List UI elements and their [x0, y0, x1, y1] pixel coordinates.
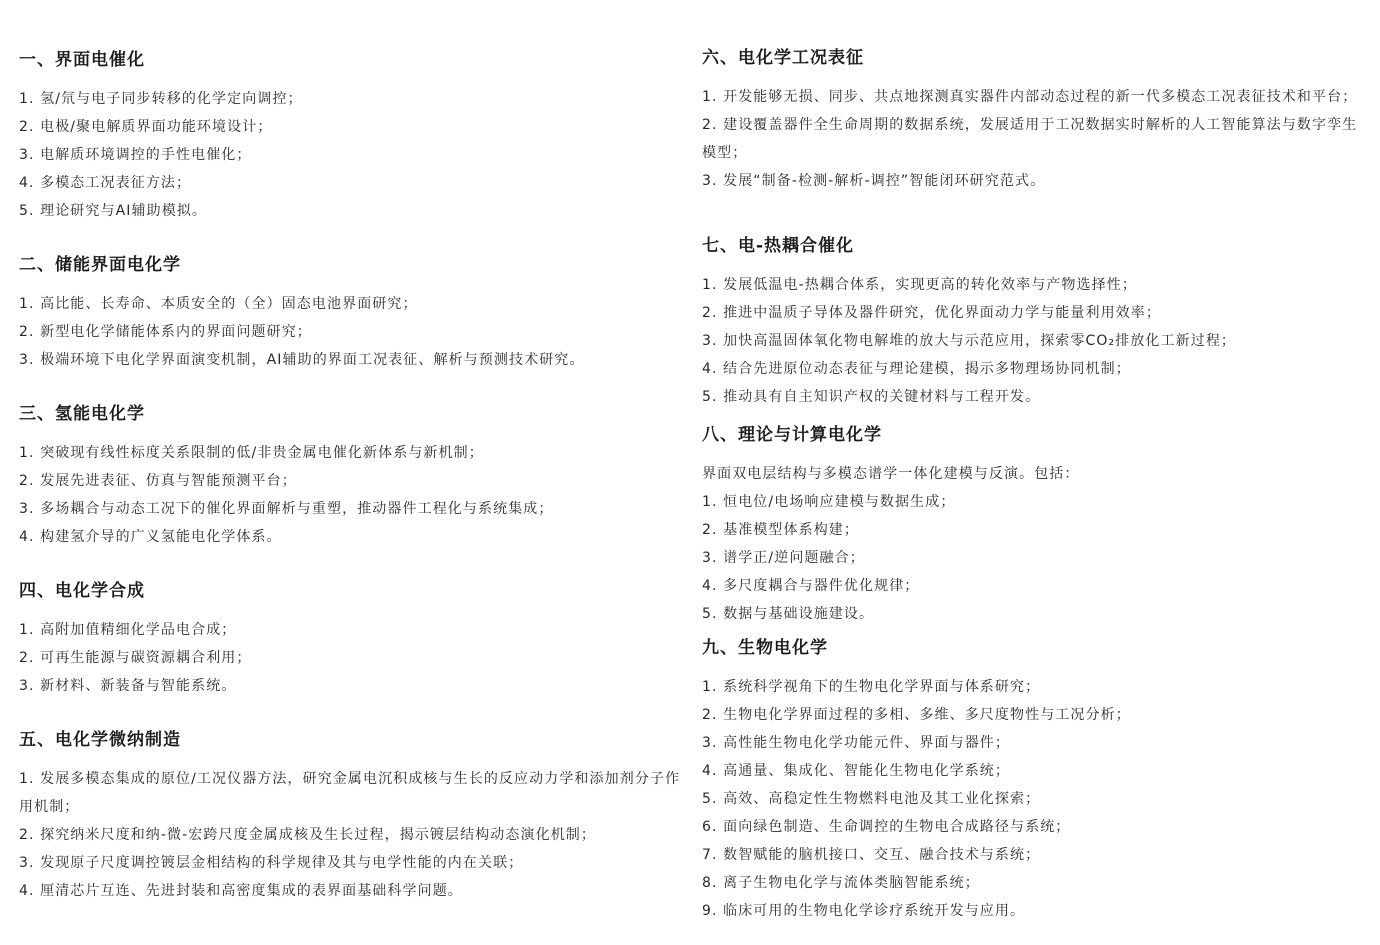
list-item: 3. 电解质环境调控的手性电催化； — [19, 147, 252, 163]
list-item: 4. 高通量、集成化、智能化生物电化学系统； — [702, 763, 1011, 779]
section-title: 八、理论与计算电化学 — [702, 425, 882, 445]
list-item: 1. 开发能够无损、同步、共点地探测真实器件内部动态过程的新一代多模态工况表征技术和平台； — [702, 89, 1358, 105]
list-item: 3. 极端环境下电化学界面演变机制，AI辅助的界面工况表征、解析与预测技术研究。 — [19, 352, 585, 368]
section-title: 六、电化学工况表征 — [702, 48, 864, 68]
list-item: 1. 氢/氘与电子同步转移的化学定向调控； — [19, 91, 303, 107]
list-item: 4. 多尺度耦合与器件优化规律； — [702, 578, 920, 594]
list-item: 4. 构建氢介导的广义氢能电化学体系。 — [19, 529, 282, 545]
section-list — [19, 439, 689, 551]
list-item: 9. 临床可用的生物电化学诊疗系统开发与应用。 — [702, 903, 1026, 919]
list-item: 3. 发现原子尺度调控镀层金相结构的科学规律及其与电学性能的内在关联； — [19, 855, 524, 871]
section-electro-thermal-coupled-catalysis — [702, 234, 1370, 411]
list-item: 5. 高效、高稳定性生物燃料电池及其工业化探索； — [702, 791, 1041, 807]
list-item: 3. 新材料、新装备与智能系统。 — [19, 678, 237, 694]
section-theoretical-computational-electrochemistry — [702, 423, 1370, 628]
section-title: 三、氢能电化学 — [19, 404, 145, 424]
section-title: 四、电化学合成 — [19, 581, 145, 601]
section-list — [19, 290, 689, 374]
list-item: 2. 发展先进表征、仿真与智能预测平台； — [19, 473, 297, 489]
section-title: 九、生物电化学 — [702, 638, 828, 658]
list-item: 4. 厘清芯片互连、先进封装和高密度集成的表界面基础科学问题。 — [19, 883, 463, 899]
list-item: 3. 高性能生物电化学功能元件、界面与器件； — [702, 735, 1011, 751]
list-item: 2. 基准模型体系构建； — [702, 522, 860, 538]
list-item: 2. 新型电化学储能体系内的界面问题研究； — [19, 324, 312, 340]
section-hydrogen-electrochemistry — [19, 402, 689, 551]
list-item: 1. 系统科学视角下的生物电化学界面与体系研究； — [702, 679, 1041, 695]
list-item: 2. 电极/聚电解质界面功能环境设计； — [19, 119, 273, 135]
section-list — [702, 83, 1370, 195]
section-list — [19, 85, 689, 225]
list-item: 2. 探究纳米尺度和纳-微-宏跨尺度金属成核及生长过程，揭示镀层结构动态演化机制； — [19, 827, 597, 843]
section-title: 二、储能界面电化学 — [19, 255, 181, 275]
list-item: 1. 发展低温电-热耦合体系，实现更高的转化效率与产物选择性； — [702, 277, 1137, 293]
section-list — [702, 673, 1370, 925]
section-intro: 界面双电层结构与多模态谱学一体化建模与反演。包括： — [702, 466, 1080, 482]
section-electrochemical-synthesis — [19, 579, 689, 700]
list-item: 1. 恒电位/电场响应建模与数据生成； — [702, 494, 956, 510]
list-item: 2. 生物电化学界面过程的多相、多维、多尺度物性与工况分析； — [702, 707, 1131, 723]
list-item: 2. 建设覆盖器件全生命周期的数据系统，发展适用于工况数据实时解析的人工智能算法与数字孪生模型； — [702, 117, 1358, 161]
section-operando-characterization — [702, 46, 1370, 195]
section-list — [702, 271, 1370, 411]
list-item: 1. 发展多模态集成的原位/工况仪器方法，研究金属电沉积成核与生长的反应动力学和添加剂分子作用机制； — [19, 771, 681, 815]
section-list — [702, 460, 1370, 628]
list-item: 3. 谱学正/逆问题融合； — [702, 550, 865, 566]
section-energy-storage-interface — [19, 253, 689, 374]
list-item: 4. 多模态工况表征方法； — [19, 175, 192, 191]
section-title: 五、电化学微纳制造 — [19, 730, 181, 750]
list-item: 2. 推进中温质子导体及器件研究，优化界面动力学与能量利用效率； — [702, 305, 1162, 321]
list-item: 2. 可再生能源与碳资源耦合利用； — [19, 650, 252, 666]
list-item: 3. 多场耦合与动态工况下的催化界面解析与重塑，推动器件工程化与系统集成； — [19, 501, 554, 517]
section-bioelectrochemistry — [702, 636, 1370, 925]
list-item: 1. 高比能、长寿命、本质安全的（全）固态电池界面研究； — [19, 296, 418, 312]
section-interfacial-electrocatalysis — [19, 48, 689, 225]
list-item: 1. 突破现有线性标度关系限制的低/非贵金属电催化新体系与新机制； — [19, 445, 484, 461]
list-item: 6. 面向绿色制造、生命调控的生物电合成路径与系统； — [702, 819, 1071, 835]
list-item: 3. 发展“制备-检测-解析-调控”智能闭环研究范式。 — [702, 173, 1046, 189]
list-item: 5. 数据与基础设施建设。 — [702, 606, 875, 622]
section-title: 七、电-热耦合催化 — [702, 236, 855, 256]
section-title: 一、界面电催化 — [19, 50, 145, 70]
section-list — [19, 616, 689, 700]
section-electrochemical-micro-nano-manufacturing — [19, 728, 689, 905]
list-item: 1. 高附加值精细化学品电合成； — [19, 622, 237, 638]
list-item: 5. 理论研究与AI辅助模拟。 — [19, 203, 208, 219]
section-list — [19, 765, 689, 905]
list-item: 3. 加快高温固体氧化物电解堆的放大与示范应用，探索零CO₂排放化工新过程； — [702, 333, 1237, 349]
list-item: 7. 数智赋能的脑机接口、交互、融合技术与系统； — [702, 847, 1041, 863]
list-item: 5. 推动具有自主知识产权的关键材料与工程开发。 — [702, 389, 1041, 405]
list-item: 8. 离子生物电化学与流体类脑智能系统； — [702, 875, 980, 891]
list-item: 4. 结合先进原位动态表征与理论建模，揭示多物理场协同机制； — [702, 361, 1131, 377]
